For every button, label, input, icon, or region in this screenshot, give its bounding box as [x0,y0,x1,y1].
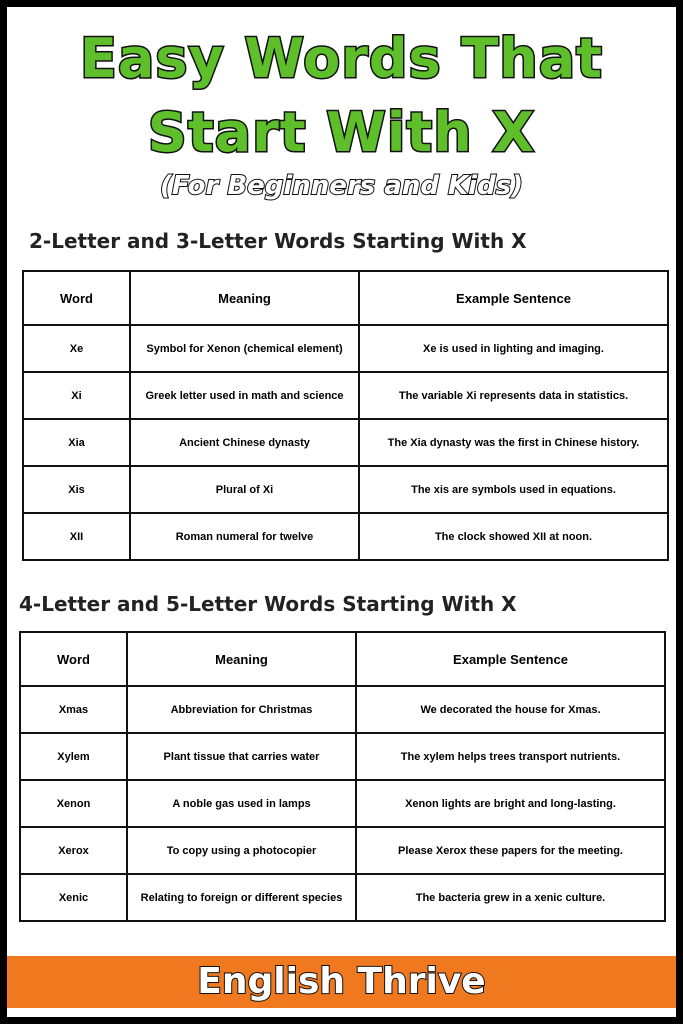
table-header-row [20,632,665,686]
word-cell: Xylem [20,733,127,780]
example-cell: The bacteria grew in a xenic culture. [356,874,665,921]
column-header-example: Example Sentence [359,271,668,325]
long-words-table [19,631,666,922]
word-cell: XII [23,513,130,560]
page-title-line-1: Easy Words That [80,27,603,90]
table-row [20,827,665,874]
page-subtitle: (For Beginners and Kids) [159,171,524,201]
meaning-cell: Relating to foreign or different species [127,874,356,921]
table-row [20,874,665,921]
table-row [23,513,668,560]
example-cell: Xe is used in lighting and imaging. [359,325,668,372]
example-cell: Xenon lights are bright and long-lasting. [356,780,665,827]
short-words-table [22,270,669,561]
footer-banner [7,956,676,1008]
meaning-cell: Abbreviation for Christmas [127,686,356,733]
meaning-cell: To copy using a photocopier [127,827,356,874]
table-row [20,780,665,827]
example-cell: The xylem helps trees transport nutrients. [356,733,665,780]
meaning-cell: Plant tissue that carries water [127,733,356,780]
word-cell: Xenon [20,780,127,827]
table-row [20,686,665,733]
table-row [20,733,665,780]
example-cell: The xis are symbols used in equations. [359,466,668,513]
section-heading-short-words: 2-Letter and 3-Letter Words Starting With X [29,229,527,253]
meaning-cell: A noble gas used in lamps [127,780,356,827]
table-row [23,419,668,466]
page-title-line-2: Start With X [147,101,536,164]
meaning-cell: Symbol for Xenon (chemical element) [130,325,359,372]
word-cell: Xi [23,372,130,419]
section-heading-long-words: 4-Letter and 5-Letter Words Starting With X [19,592,517,616]
table-row [23,325,668,372]
word-cell: Xmas [20,686,127,733]
column-header-meaning: Meaning [130,271,359,325]
word-cell: Xia [23,419,130,466]
table-row [23,466,668,513]
word-cell: Xis [23,466,130,513]
example-cell: Please Xerox these papers for the meeting. [356,827,665,874]
example-cell: The clock showed XII at noon. [359,513,668,560]
column-header-example: Example Sentence [356,632,665,686]
example-cell: We decorated the house for Xmas. [356,686,665,733]
column-header-word: Word [20,632,127,686]
table-header-row [23,271,668,325]
infographic-page [7,7,676,1017]
meaning-cell: Roman numeral for twelve [130,513,359,560]
meaning-cell: Greek letter used in math and science [130,372,359,419]
meaning-cell: Plural of Xi [130,466,359,513]
word-cell: Xenic [20,874,127,921]
word-cell: Xerox [20,827,127,874]
brand-name: English Thrive [197,961,486,1002]
column-header-word: Word [23,271,130,325]
meaning-cell: Ancient Chinese dynasty [130,419,359,466]
word-cell: Xe [23,325,130,372]
column-header-meaning: Meaning [127,632,356,686]
example-cell: The variable Xi represents data in statistics. [359,372,668,419]
table-row [23,372,668,419]
example-cell: The Xia dynasty was the first in Chinese history. [359,419,668,466]
